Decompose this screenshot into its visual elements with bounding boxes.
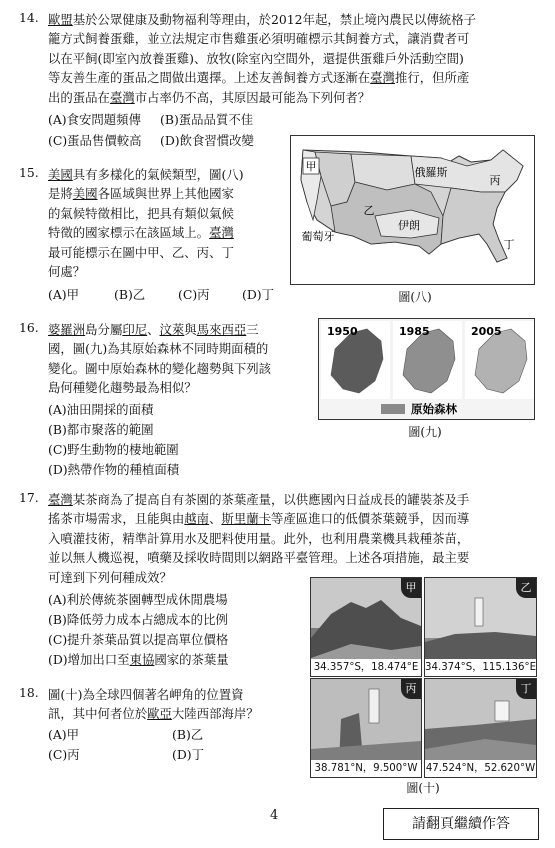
q18-option-d[interactable]: (D)丁	[172, 747, 204, 762]
page-number: 4	[270, 808, 279, 823]
label-bing: 丙	[489, 174, 501, 187]
turn-page-notice: 請翻頁繼續作答	[383, 808, 539, 840]
q15-option-c[interactable]: (C)丙	[178, 287, 210, 302]
q18-option-c[interactable]: (C)丙	[48, 747, 80, 762]
legend-swatch	[381, 404, 405, 414]
q18-option-b[interactable]: (B)乙	[172, 727, 204, 742]
borneo-year-1985: 1985	[399, 325, 430, 338]
borneo-panels	[321, 321, 534, 399]
borneo-maps	[319, 319, 534, 419]
figure-9-caption: 圖(九)	[408, 425, 442, 439]
photo-mark-yi: 乙	[516, 578, 536, 598]
q15-option-a[interactable]: (A)甲	[48, 287, 80, 302]
q18-stem: 圖(十)為全球四個著名岬角的位置資 訊，其中何者位於歐亞大陸西部海岸？	[48, 687, 259, 722]
q15-option-b[interactable]: (B)乙	[114, 287, 146, 302]
q14-option-a[interactable]: (A)食安問題頻傳	[48, 112, 141, 127]
figure-10-caption: 圖(十)	[406, 781, 440, 795]
photo-bing	[310, 678, 422, 778]
q14-number: 14.	[19, 10, 39, 25]
coord-ding: 47.524°N，52.620°W	[425, 760, 536, 777]
q16-number: 16.	[19, 320, 39, 335]
q14-option-d[interactable]: (D)飲食習慣改變	[160, 133, 254, 148]
figure-8-caption: 圖(八)	[398, 290, 432, 304]
figure-9-borneo-forest	[318, 318, 535, 420]
label-jia: 甲	[305, 160, 317, 173]
q16-stem: 婆羅洲島分屬印尼、汶萊與馬來西亞三 國，圖(九)為其原始森林不同時期面積的 變化。圖中原始森林的變化趨勢與下列該 島何種變化趨勢最為相似？	[48, 322, 272, 396]
label-russia: 俄羅斯	[414, 166, 448, 179]
coord-jia: 34.357°S，18.474°E	[311, 659, 421, 676]
label-yi: 乙	[363, 204, 375, 217]
photo-jia	[310, 577, 422, 677]
q17-stem: 臺灣某茶商為了提高自有茶園的茶葉產量，以供應國內日益成長的罐裝茶及手 搖茶市場需求，且能與由越南、斯里蘭卡等產區進口的低價茶葉競爭，因而導 入噴灌技術，精準計算用水及肥料使用量。此外，也利用農業機具栽種茶苗， 並以無人機巡視，噴藥及採收時間則以網路平臺管理。上述各項措施，最主要 可達到下列何種成效？	[48, 492, 470, 585]
label-portugal: 葡萄牙	[301, 230, 335, 243]
photo-mark-jia: 甲	[401, 578, 421, 598]
borneo-year-1950: 1950	[327, 325, 358, 338]
q18-option-a[interactable]: (A)甲	[48, 727, 80, 742]
photo-mark-ding: 丁	[516, 679, 536, 699]
figure-8-us-map	[290, 135, 535, 285]
legend-label: 原始森林	[411, 402, 457, 416]
q16-option-d[interactable]: (D)熱帶作物的種植面積	[48, 462, 180, 477]
photo-yi	[424, 577, 537, 677]
label-ding: 丁	[503, 238, 515, 251]
q17-option-b[interactable]: (B)降低勞力成本占總成本的比例	[48, 612, 228, 627]
q14-option-c[interactable]: (C)蛋品售價較高	[48, 133, 142, 148]
q15-stem: 美國具有多樣化的氣候類型，圖(八) 是將美國各區域與世界上其他國家 的氣候特徵相比，把具有類似氣候 特徵的國家標示在該區域上。臺灣 最可能標示在圖中甲、乙、丙、丁 何處？	[48, 167, 244, 280]
borneo-year-2005: 2005	[471, 325, 502, 338]
us-climate-map	[291, 136, 534, 284]
q14-option-b[interactable]: (B)蛋品品質不佳	[160, 112, 254, 127]
q15-number: 15.	[19, 165, 39, 180]
q15-option-d[interactable]: (D)丁	[242, 287, 274, 302]
q17-option-d[interactable]: (D)增加出口至東協國家的茶葉量	[48, 652, 229, 667]
q17-option-a[interactable]: (A)利於傳統茶園轉型成休閒農場	[48, 592, 228, 607]
region-southeast	[441, 188, 507, 262]
coord-bing: 38.781°N，9.500°W	[311, 760, 421, 777]
coord-yi: 34.374°S，115.136°E	[425, 659, 536, 676]
q16-option-b[interactable]: (B)都市聚落的範圍	[48, 422, 154, 437]
q17-option-c[interactable]: (C)提升茶葉品質以提高單位價格	[48, 632, 229, 647]
q17-number: 17.	[19, 490, 39, 505]
q16-option-a[interactable]: (A)油田開採的面積	[48, 402, 154, 417]
photo-ding	[424, 678, 537, 778]
q16-option-c[interactable]: (C)野生動物的棲地範圍	[48, 442, 179, 457]
label-iran: 伊朗	[398, 219, 420, 232]
photo-mark-bing: 丙	[401, 679, 421, 699]
q18-number: 18.	[19, 685, 39, 700]
q14-stem: 歐盟基於公眾健康及動物福利等理由，於2012年起，禁止境內農民以傳統格子 籠方式飼養蛋雞，並立法規定市售雞蛋必須明確標示其飼養方式，讓消費者可 以在平飼(即室內放養蛋雞)、放牧(除室內空間外，還提供蛋雞戶外活動空間) 等友善生產的蛋品之間做出選擇。上述友善飼養方式逐漸在臺灣推行，但所產 出的蛋品在臺灣市占率仍不高，其原因最可能為下列何者？	[48, 12, 477, 105]
